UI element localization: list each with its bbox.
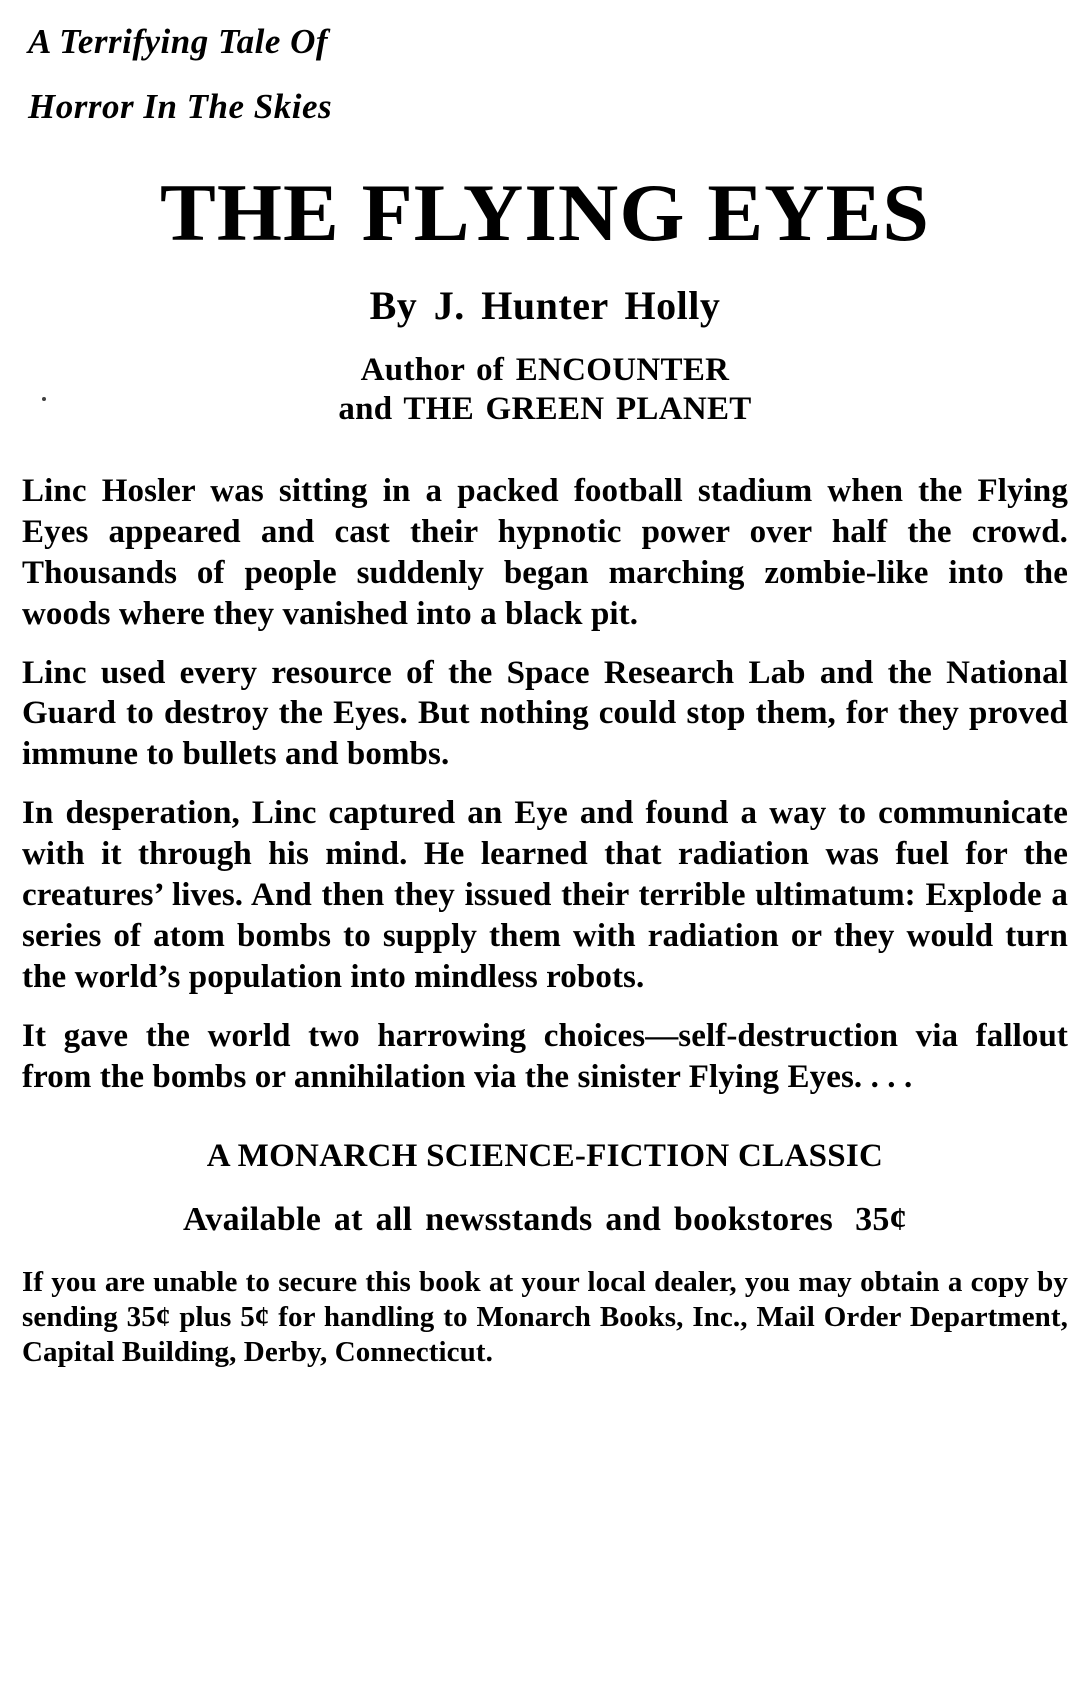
author-credit-line-1: Author of ENCOUNTER [360,352,730,388]
mail-order-fineprint: If you are unable to secure this book at your local dealer, you may obtain a copy by sending 35¢ plus 5¢ for handling to Monarch Books, Inc., Mail Order Department, Capital Building, Derby, Connecticut. [22,1265,1068,1369]
book-title: THE FLYING EYES [160,167,930,258]
promo-classic-line: A MONARCH SCIENCE-FICTION CLASSIC [206,1137,884,1174]
scan-speck [42,397,46,401]
kicker-line-2: Horror In The Skies [28,87,333,126]
blurb-paragraph: It gave the world two harrowing choices—self-destruction via fallout from the bombs or annihilation via the sinister Flying Eyes. . . . [22,1017,1068,1095]
author-credits [22,351,1068,429]
promo-availability-line [22,1201,1068,1239]
blurb-paragraph: Linc used every resource of the Space Research Lab and the National Guard to destroy the Eyes. But nothing could stop them, for they proved immune to bullets and bombs. [22,654,1068,773]
book-author-byline: By J. Hunter Holly [369,283,721,328]
blurb-section [22,471,1068,1098]
promo-availability-text: Available at all newsstands and bookstores [183,1200,834,1238]
blurb-paragraph: In desperation, Linc captured an Eye and found a way to communicate with it through his mind. He learned that radiation was fuel for the creatures’ lives. And then they issued their terrible ultimatum: Explode a series of atom bombs to supply them with radiation or they would turn the world’s population into mindless robots. [22,795,1068,995]
author-credit-line-2: and THE GREEN PLANET [338,390,752,427]
blurb-paragraph: Linc Hosler was sitting in a packed football stadium when the Flying Eyes appeared and cast their hypnotic power over half the crowd. Thousands of people suddenly began marching zombie-like into the woods where they vanished into a black pit. [22,472,1068,632]
promo-price: 35¢ [855,1200,907,1238]
kicker-line-1: A Terrifying Tale Of [28,22,329,61]
